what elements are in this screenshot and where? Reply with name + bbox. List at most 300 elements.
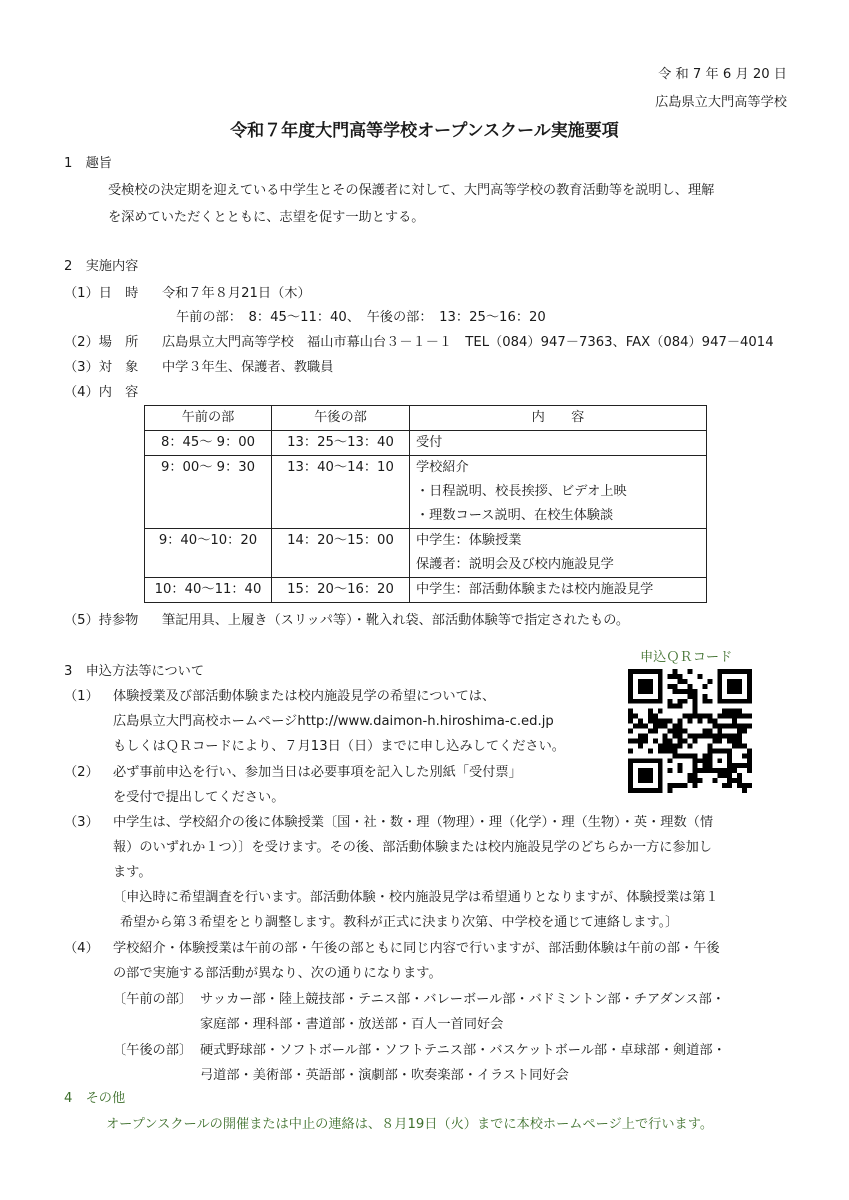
qr-code-icon[interactable] — [628, 669, 752, 793]
qr-module — [628, 714, 633, 719]
qr-module — [737, 738, 742, 743]
qr-module — [727, 699, 732, 704]
para-number: （4） — [64, 941, 99, 956]
qr-module — [722, 773, 727, 778]
qr-module — [673, 669, 678, 674]
qr-module — [702, 684, 707, 689]
qr-module — [727, 733, 732, 738]
qr-module — [727, 773, 732, 778]
items-value: 筆記用具、上履き（スリッパ等）・靴入れ袋、部活動体験等で指定されたもの。 — [162, 613, 630, 628]
para-note-line: 〔申込時に希望調査を行います。部活動体験・校内施設見学は希望通りとなりますが、体験授業は第１ — [113, 890, 719, 905]
para-number: （3） — [64, 815, 99, 830]
qr-module — [702, 763, 707, 768]
qr-module — [673, 724, 678, 729]
qr-module — [678, 679, 683, 684]
qr-module — [653, 738, 658, 743]
qr-module — [688, 714, 693, 719]
para-line: 体験授業及び部活動体験または校内施設見学の希望については、 — [113, 689, 496, 704]
qr-module — [678, 763, 683, 768]
qr-module — [638, 699, 643, 704]
qr-module — [668, 783, 673, 788]
qr-module — [643, 773, 648, 778]
qr-module — [697, 758, 702, 763]
place-label: （2）場 所 — [64, 335, 139, 350]
qr-module — [737, 684, 742, 689]
datetime-value: 令和７年８月21日（木） — [162, 286, 311, 301]
qr-module — [712, 748, 717, 753]
qr-module — [663, 724, 668, 729]
qr-module — [628, 674, 633, 679]
qr-module — [707, 768, 712, 773]
para-note-line: 希望から第３希望をとり調整します。教科が正式に決まり次第、中学校を通じて連絡します。〕 — [120, 915, 679, 930]
qr-module — [732, 709, 737, 714]
qr-module — [707, 763, 712, 768]
items-label: （5）持参物 — [64, 613, 139, 628]
qr-module — [707, 753, 712, 758]
qr-module — [717, 738, 722, 743]
qr-module — [628, 729, 633, 734]
qr-module — [673, 743, 678, 748]
qr-module — [653, 729, 658, 734]
qr-module — [658, 724, 663, 729]
qr-module — [697, 778, 702, 783]
homepage-url[interactable]: 広島県立大門高校ホームページhttp://www.daimon-h.hiroshima-c.ed.jp — [113, 714, 554, 729]
qr-module — [747, 679, 752, 684]
qr-module — [663, 743, 668, 748]
table-cell-content: 受付 — [416, 435, 443, 450]
qr-module — [732, 719, 737, 724]
table-cell-am: 10：40～11：40 — [154, 582, 262, 597]
qr-module — [678, 704, 683, 709]
qr-module — [727, 724, 732, 729]
qr-module — [648, 729, 653, 734]
qr-module — [712, 768, 717, 773]
qr-module — [747, 753, 752, 758]
qr-module — [658, 699, 663, 704]
para-line: 学校紹介・体験授業は午前の部・午後の部ともに同じ内容で行いますが、部活動体験は午前の部・午後 — [113, 941, 720, 956]
qr-module — [707, 743, 712, 748]
qr-module — [737, 689, 742, 694]
qr-module — [692, 768, 697, 773]
para-line: 必ず事前申込を行い、参加当日は必要事項を記入した別紙「受付票」 — [113, 765, 522, 780]
para-number: （2） — [64, 765, 99, 780]
qr-module — [683, 738, 688, 743]
table-header: 午後の部 — [272, 406, 410, 431]
qr-module — [628, 783, 633, 788]
qr-module — [747, 684, 752, 689]
qr-module — [633, 669, 638, 674]
qr-module — [732, 714, 737, 719]
qr-module — [668, 748, 673, 753]
qr-module — [717, 768, 722, 773]
qr-module — [638, 758, 643, 763]
qr-module — [648, 684, 653, 689]
qr-module — [658, 684, 663, 689]
qr-module — [633, 758, 638, 763]
qr-module — [732, 689, 737, 694]
qr-module — [722, 783, 727, 788]
qr-module — [692, 758, 697, 763]
qr-module — [737, 699, 742, 704]
qr-module — [673, 748, 678, 753]
qr-module — [727, 709, 732, 714]
qr-module — [653, 719, 658, 724]
qr-module — [628, 709, 633, 714]
qr-module — [717, 669, 722, 674]
qr-module — [688, 773, 693, 778]
qr-module — [658, 674, 663, 679]
qr-module — [648, 758, 653, 763]
qr-module — [678, 719, 683, 724]
qr-module — [653, 669, 658, 674]
qr-module — [742, 729, 747, 734]
qr-module — [638, 743, 643, 748]
qr-module — [722, 733, 727, 738]
qr-module — [633, 738, 638, 743]
qr-module — [638, 669, 643, 674]
qr-module — [653, 758, 658, 763]
qr-module — [692, 773, 697, 778]
table-cell-content: ・理数コース説明、在校生体験談 — [416, 508, 614, 523]
qr-module — [653, 724, 658, 729]
qr-module — [668, 758, 673, 763]
qr-module — [747, 758, 752, 763]
qr-module — [747, 783, 752, 788]
qr-module — [658, 773, 663, 778]
qr-module — [663, 719, 668, 724]
qr-module — [658, 748, 663, 753]
qr-module — [643, 724, 648, 729]
qr-module — [628, 719, 633, 724]
qr-module — [737, 783, 742, 788]
qr-module — [747, 714, 752, 719]
qr-module — [683, 783, 688, 788]
table-cell-content: 中学生：部活動体験または校内施設見学 — [416, 582, 654, 597]
qr-module — [633, 714, 638, 719]
qr-module — [737, 733, 742, 738]
qr-module — [678, 729, 683, 734]
qr-module — [633, 788, 638, 793]
qr-module — [658, 743, 663, 748]
qr-module — [702, 733, 707, 738]
qr-module — [692, 699, 697, 704]
qr-module — [663, 748, 668, 753]
qr-module — [668, 743, 673, 748]
qr-module — [668, 738, 673, 743]
qr-module — [688, 733, 693, 738]
qr-module — [692, 709, 697, 714]
qr-module — [712, 719, 717, 724]
qr-module — [722, 669, 727, 674]
qr-module — [727, 738, 732, 743]
section-1-text-line: を深めていただくとともに、志望を促す一助とする。 — [108, 210, 425, 225]
qr-module — [628, 768, 633, 773]
qr-module — [683, 689, 688, 694]
para-line: 中学生は、学校紹介の後に体験授業〔国・社・数・理（物理）・理（化学）・理（生物）・英・理数（情 — [113, 815, 714, 830]
section-4-text: オープンスクールの開催または中止の連絡は、８月19日（火）までに本校ホームページ上で行います。 — [106, 1117, 714, 1132]
am-clubs-line: サッカー部・陸上競技部・テニス部・バレーボール部・バドミントン部・チアダンス部・ — [200, 992, 725, 1007]
table-cell-am: 9：00～ 9：30 — [160, 460, 256, 475]
qr-module — [648, 669, 653, 674]
section-2-heading: 2 実施内容 — [64, 259, 139, 274]
para-line: ます。 — [113, 865, 152, 880]
am-clubs-line: 家庭部・理科部・書道部・放送部・百人一首同好会 — [200, 1017, 504, 1032]
qr-module — [742, 724, 747, 729]
qr-module — [643, 768, 648, 773]
qr-module — [648, 714, 653, 719]
qr-module — [717, 733, 722, 738]
para-number: （1） — [64, 689, 99, 704]
qr-module — [688, 689, 693, 694]
qr-module — [707, 748, 712, 753]
qr-module — [737, 709, 742, 714]
table-cell-pm: 14：20～15：00 — [287, 533, 394, 548]
qr-module — [737, 773, 742, 778]
qr-module — [692, 694, 697, 699]
qr-module — [663, 738, 668, 743]
qr-module — [717, 758, 722, 763]
qr-module — [678, 733, 683, 738]
qr-module — [692, 738, 697, 743]
qr-module — [717, 729, 722, 734]
qr-module — [638, 778, 643, 783]
qr-module — [658, 788, 663, 793]
qr-module — [742, 783, 747, 788]
qr-module — [692, 763, 697, 768]
qr-module — [732, 768, 737, 773]
qr-module — [668, 729, 673, 734]
qr-module — [653, 714, 658, 719]
qr-module — [692, 733, 697, 738]
pm-clubs-line: 硬式野球部・ソフトボール部・ソフトテニス部・バスケットボール部・卓球部・剣道部・ — [200, 1043, 726, 1058]
qr-module — [683, 753, 688, 758]
qr-module — [727, 689, 732, 694]
qr-module — [742, 753, 747, 758]
table-cell-am: 8：45～ 9：00 — [160, 435, 256, 450]
qr-label: 申込ＱＲコード — [640, 650, 733, 665]
section-1-text-line: 受検校の決定期を迎えている中学生とその保護者に対して、大門高等学校の教育活動等を説明し、理解 — [108, 183, 715, 198]
qr-module — [673, 753, 678, 758]
qr-module — [643, 679, 648, 684]
qr-module — [658, 763, 663, 768]
qr-module — [717, 724, 722, 729]
qr-module — [727, 748, 732, 753]
qr-module — [638, 733, 643, 738]
qr-module — [702, 729, 707, 734]
qr-module — [727, 714, 732, 719]
qr-module — [643, 788, 648, 793]
qr-module — [653, 788, 658, 793]
qr-module — [742, 669, 747, 674]
qr-module — [732, 669, 737, 674]
qr-module — [628, 788, 633, 793]
qr-module — [628, 738, 633, 743]
qr-module — [628, 669, 633, 674]
para-line: 報）のいずれか１つ）〕を受けます。その後、部活動体験または校内施設見学のどちらか一方に参加し — [113, 840, 712, 855]
qr-module — [683, 679, 688, 684]
qr-module — [737, 729, 742, 734]
qr-module — [717, 674, 722, 679]
qr-module — [712, 738, 717, 743]
qr-module — [707, 758, 712, 763]
qr-module — [717, 699, 722, 704]
qr-module — [707, 679, 712, 684]
qr-module — [678, 674, 683, 679]
qr-module — [628, 689, 633, 694]
qr-module — [643, 684, 648, 689]
qr-module — [702, 758, 707, 763]
qr-module — [688, 684, 693, 689]
qr-module — [737, 763, 742, 768]
qr-module — [742, 714, 747, 719]
qr-module — [683, 699, 688, 704]
qr-module — [727, 758, 732, 763]
qr-module — [727, 763, 732, 768]
qr-module — [658, 778, 663, 783]
qr-module — [707, 733, 712, 738]
table-cell-pm: 13：25～13：40 — [287, 435, 394, 450]
qr-module — [697, 733, 702, 738]
qr-module — [747, 694, 752, 699]
qr-module — [638, 724, 643, 729]
table-header-row — [145, 406, 707, 431]
qr-module — [648, 689, 653, 694]
qr-module — [742, 763, 747, 768]
qr-module — [628, 679, 633, 684]
table-cell-content: ・日程説明、校長挨拶、ビデオ上映 — [416, 484, 627, 499]
qr-module — [633, 699, 638, 704]
qr-module — [628, 778, 633, 783]
qr-module — [683, 714, 688, 719]
table-cell-pm: 13：40～14：10 — [287, 460, 394, 475]
qr-module — [707, 719, 712, 724]
qr-module — [658, 669, 663, 674]
qr-module — [697, 719, 702, 724]
qr-module — [712, 724, 717, 729]
qr-module — [732, 699, 737, 704]
qr-module — [737, 778, 742, 783]
qr-module — [702, 714, 707, 719]
qr-module — [747, 669, 752, 674]
qr-module — [658, 768, 663, 773]
qr-module — [712, 733, 717, 738]
qr-module — [737, 669, 742, 674]
qr-module — [727, 684, 732, 689]
qr-module — [732, 778, 737, 783]
qr-module — [663, 733, 668, 738]
qr-module — [638, 719, 643, 724]
am-clubs-label: 〔午前の部〕 — [113, 992, 193, 1007]
qr-module — [668, 674, 673, 679]
para-line: を受付で提出してください。 — [113, 790, 285, 805]
qr-module — [638, 689, 643, 694]
datetime-label: （1）日 時 — [64, 286, 139, 301]
qr-module — [643, 669, 648, 674]
table-row — [145, 578, 707, 603]
qr-module — [722, 724, 727, 729]
qr-module — [668, 788, 673, 793]
qr-module — [717, 748, 722, 753]
qr-module — [688, 753, 693, 758]
qr-module — [688, 719, 693, 724]
table-row — [145, 431, 707, 456]
qr-module — [722, 699, 727, 704]
qr-module — [643, 758, 648, 763]
qr-module — [628, 748, 633, 753]
qr-module — [702, 753, 707, 758]
qr-module — [717, 773, 722, 778]
qr-module — [628, 684, 633, 689]
qr-module — [628, 763, 633, 768]
qr-module — [638, 773, 643, 778]
qr-module — [678, 768, 683, 773]
qr-module — [678, 743, 683, 748]
qr-module — [692, 704, 697, 709]
qr-module — [688, 669, 693, 674]
qr-module — [643, 733, 648, 738]
issue-date: 令 和 7 年 6 月 20 日 — [658, 67, 787, 82]
section-1-heading: 1 趣旨 — [64, 156, 112, 171]
qr-module — [717, 689, 722, 694]
qr-module — [678, 724, 683, 729]
qr-module — [678, 699, 683, 704]
qr-module — [648, 679, 653, 684]
qr-module — [658, 694, 663, 699]
qr-module — [692, 689, 697, 694]
qr-module — [747, 768, 752, 773]
qr-module — [628, 694, 633, 699]
document-title: 令和７年度大門高等学校オープンスクール実施要項 — [230, 121, 619, 141]
pm-clubs-line: 弓道部・美術部・英語部・演劇部・吹奏楽部・イラスト同好会 — [200, 1068, 569, 1083]
qr-module — [648, 709, 653, 714]
qr-module — [722, 768, 727, 773]
qr-module — [732, 743, 737, 748]
table-header: 午前の部 — [145, 406, 272, 431]
qr-module — [702, 699, 707, 704]
qr-module — [717, 694, 722, 699]
qr-module — [732, 733, 737, 738]
qr-module — [727, 778, 732, 783]
issuer-school: 広島県立大門高等学校 — [655, 95, 787, 110]
qr-module — [658, 719, 663, 724]
table-cell-content: 保護者：説明会及び校内施設見学 — [416, 557, 614, 572]
table-cell-pm: 15：20～16：20 — [287, 582, 394, 597]
qr-module — [658, 689, 663, 694]
qr-module — [742, 743, 747, 748]
qr-module — [643, 778, 648, 783]
qr-module — [673, 733, 678, 738]
qr-module — [628, 758, 633, 763]
qr-module — [717, 684, 722, 689]
qr-module — [707, 714, 712, 719]
qr-module — [658, 783, 663, 788]
qr-module — [678, 689, 683, 694]
qr-module — [648, 699, 653, 704]
qr-module — [702, 768, 707, 773]
qr-module — [747, 699, 752, 704]
qr-module — [722, 714, 727, 719]
qr-module — [638, 679, 643, 684]
qr-module — [697, 714, 702, 719]
table-cell-content: 中学生：体験授業 — [416, 533, 522, 548]
qr-module — [692, 778, 697, 783]
content-label: （4）内 容 — [64, 385, 139, 400]
qr-module — [678, 738, 683, 743]
table-cell-content: 学校紹介 — [416, 460, 469, 475]
qr-module — [683, 729, 688, 734]
qr-module — [707, 699, 712, 704]
qr-module — [737, 724, 742, 729]
